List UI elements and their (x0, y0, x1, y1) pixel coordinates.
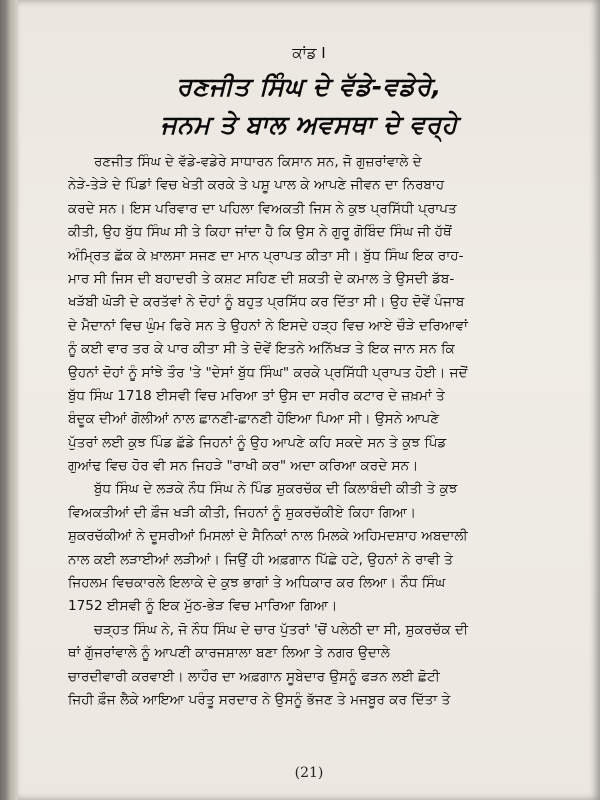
text-line: ਸ਼ੁਕਰਚੱਕੀਆਂ ਨੇ ਦੂਸਰੀਆਂ ਮਿਸਲਾਂ ਦੇ ਸੈਨਿਕਾਂ ਨਾਲ ਮਿਲਕੇ ਅਹਿਮਦਸ਼ਾਹ ਅਬਦਾਲੀ (68, 528, 468, 545)
text-line: ਚੜ੍ਹਤ ਸਿੰਘ ਨੇ, ਜੋ ਨੌਧ ਸਿੰਘ ਦੇ ਚਾਰ ਪੁੱਤਰਾਂ 'ਚੋਂ ਪਲੇਠੀ ਦਾ ਸੀ, ਸ਼ੁਕਰਚੱਕ ਦੀ (94, 621, 469, 638)
page-number: (21) (294, 765, 324, 781)
text-line: ਨਾਲ ਕਈ ਲੜਾਈਆਂ ਲੜੀਆਂ। ਜਿਉਂ ਹੀ ਅਫ਼ਗਾਨ ਪਿੱਛੇ ਹਟੇ, ਉਹਨਾਂ ਨੇ ਰਾਵੀ ਤੇ (68, 551, 453, 568)
chapter-title-line-2: ਜਨਮ ਤੇ ਬਾਲ ਅਵਸਥਾ ਦੇ ਵਰ੍ਹੇ (160, 110, 458, 139)
text-line: ਖੜੱਬੀ ਘੋੜੀ ਦੇ ਕਰਤੱਵਾਂ ਨੇ ਦੋਹਾਂ ਨੂੰ ਬਹੁਤ ਪ੍ਰਸਿੱਧ ਕਰ ਦਿੱਤਾ ਸੀ। ਉਹ ਦੋਵੇਂ ਪੰਜਾਬ (68, 294, 465, 311)
text-line: ਕੀਤੀ, ਉਹ ਬੁੱਧ ਸਿੰਘ ਸੀ ਤੇ ਕਿਹਾ ਜਾਂਦਾ ਹੈ ਕਿ ਉਸ ਨੇ ਗੁਰੂ ਗੋਬਿੰਦ ਸਿੰਘ ਜੀ ਹੱਥੋਂ (68, 224, 452, 241)
text-line: ਚਾਰਦੀਵਾਰੀ ਕਰਵਾਈ। ਲਾਹੌਰ ਦਾ ਅਫ਼ਗਾਨ ਸੂਬੇਦਾਰ ਉਸਨੂੰ ਫੜਨ ਲਈ ਛੋਟੀ (68, 668, 440, 685)
text-line: ਥਾਂ ਗੁੱਜਰਾਂਵਾਲੇ ਨੂੰ ਆਪਣੀ ਕਾਰਜਸ਼ਾਲਾ ਬਣਾ ਲਿਆ ਤੇ ਨਗਰ ਉਦਾਲੇ (68, 645, 390, 662)
text-line: ਵਿਅਕਤੀਆਂ ਦੀ ਫ਼ੌਜ ਖੜੀ ਕੀਤੀ, ਜਿਹਨਾਂ ਨੂੰ ਸ਼ੁਕਰਚੱਕੀਏ ਕਿਹਾ ਗਿਆ। (68, 504, 417, 521)
body-text (68, 151, 578, 712)
text-line: ਬੁੱਧ ਸਿੰਘ ਦੇ ਲੜਕੇ ਨੌਧ ਸਿੰਘ ਨੇ ਪਿੰਡ ਸ਼ੁਕਰਚੱਕ ਦੀ ਕਿਲਾਬੰਦੀ ਕੀਤੀ ਤੇ ਕੁਝ (94, 481, 458, 498)
text-line: ਕਰਦੇ ਸਨ। ਇਸ ਪਰਿਵਾਰ ਦਾ ਪਹਿਲਾ ਵਿਅਕਤੀ ਜਿਸ ਨੇ ਕੁਝ ਪ੍ਰਸਿੱਧੀ ਪ੍ਰਾਪਤ (68, 200, 457, 217)
text-line: ਜਿਹੀ ਫ਼ੌਜ ਲੈਕੇ ਆਇਆ ਪਰੰਤੂ ਸਰਦਾਰ ਨੇ ਉਸਨੂੰ ਭੱਜਣ ਤੇ ਮਜਬੂਰ ਕਰ ਦਿੱਤਾ ਤੇ (68, 691, 451, 708)
text-line: ਰਣਜੀਤ ਸਿੰਘ ਦੇ ਵੱਡੇ-ਵਡੇਰੇ ਸਾਧਾਰਨ ਕਿਸਾਨ ਸਨ, ਜੋ ਗੁਜ਼ਰਾਂਵਾਲੇ ਦੇ (94, 154, 422, 170)
text-line: ਨੂੰ ਕਈ ਵਾਰ ਤਰ ਕੇ ਪਾਰ ਕੀਤਾ ਸੀ ਤੇ ਦੋਵੇਂ ਇਤਨੇ ਅਨਿੱਖੜ ਤੇ ਇਕ ਜਾਨ ਸਨ ਕਿ (68, 341, 455, 358)
text-line: ਮਾਰ ਸੀ ਜਿਸ ਦੀ ਬਹਾਦਰੀ ਤੇ ਕਸ਼ਟ ਸਹਿਣ ਦੀ ਸ਼ਕਤੀ ਦੇ ਕਮਾਲ ਤੇ ਉਸਦੀ ਡੱਬ- (68, 270, 455, 287)
text-line: ਜਿਹਲਮ ਵਿਚਕਾਰਲੇ ਇਲਾਕੇ ਦੇ ਕੁਝ ਭਾਗਾਂ ਤੇ ਅਧਿਕਾਰ ਕਰ ਲਿਆ। ਨੌਧ ਸਿੰਘ (68, 575, 446, 592)
text-line: ਅੰਮ੍ਰਿਤ ਛੱਕ ਕੇ ਖ਼ਾਲਸਾ ਸਜਣ ਦਾ ਮਾਨ ਪ੍ਰਾਪਤ ਕੀਤਾ ਸੀ। ਬੁੱਧ ਸਿੰਘ ਇਕ ਰਾਹ- (68, 247, 464, 264)
text-line: ਨੇੜੇ-ਤੇੜੇ ਦੇ ਪਿੰਡਾਂ ਵਿਚ ਖੇਤੀ ਕਰਕੇ ਤੇ ਪਸ਼ੂ ਪਾਲ ਕੇ ਆਪਣੇ ਜੀਵਨ ਦਾ ਨਿਰਬਾਹ (68, 177, 445, 194)
text-line: ਬੰਦੂਕ ਦੀਆਂ ਗੋਲੀਆਂ ਨਾਲ ਛਾਨਣੀ-ਛਾਨਣੀ ਹੋਇਆ ਪਿਆ ਸੀ। ਉਸਨੇ ਆਪਣੇ (68, 411, 440, 428)
text-line: ਗੁਆਂਢ ਵਿਚ ਹੋਰ ਵੀ ਸਨ ਜਿਹੜੇ "ਰਾਖੀ ਕਰ" ਅਦਾ ਕਰਿਆ ਕਰਦੇ ਸਨ। (68, 458, 419, 475)
text-line: ਉਹਨਾਂ ਦੋਹਾਂ ਨੂੰ ਸਾਂਝੇ ਤੌਰ 'ਤੇ "ਦੇਸਾਂ ਬੁੱਧ ਸਿੰਘ" ਕਰਕੇ ਪ੍ਰਸਿੱਧੀ ਪ੍ਰਾਪਤ ਹੋਈ। ਜਦੋਂ (68, 364, 468, 381)
text-line: ਬੁੱਧ ਸਿੰਘ 1718 ਈਸਵੀ ਵਿਚ ਮਰਿਆ ਤਾਂ ਉਸ ਦਾ ਸਰੀਰ ਕਟਾਰ ਦੇ ਜ਼ਖ਼ਮਾਂ ਤੇ (68, 387, 445, 404)
chapter-title-line-1: ਰਣਜੀਤ ਸਿੰਘ ਦੇ ਵੱਡੇ-ਵਡੇਰੇ, (176, 72, 442, 101)
text-line: ਦੇ ਮੈਦਾਨਾਂ ਵਿਚ ਘੁੰਮ ਫਿਰੇ ਸਨ ਤੇ ਉਹਨਾਂ ਨੇ ਇਸਦੇ ਹੜ੍ਹ ਵਿਚ ਆਏ ਚੌੜੇ ਦਰਿਆਵਾਂ (68, 317, 469, 334)
chapter-label: ਕਾਂਡ I (292, 44, 326, 62)
book-page (18, 0, 600, 800)
text-line: 1752 ਈਸਵੀ ਨੂੰ ਇਕ ਮੁੱਠ-ਭੇੜ ਵਿਚ ਮਾਰਿਆ ਗਿਆ। (68, 598, 338, 615)
text-line: ਪੁੱਤਰਾਂ ਲਈ ਕੁਝ ਪਿੰਡ ਛੱਡੇ ਜਿਹਨਾਂ ਨੂੰ ਉਹ ਆਪਣੇ ਕਹਿ ਸਕਦੇ ਸਨ ਤੇ ਕੁਝ ਪਿੰਡ (68, 434, 447, 451)
